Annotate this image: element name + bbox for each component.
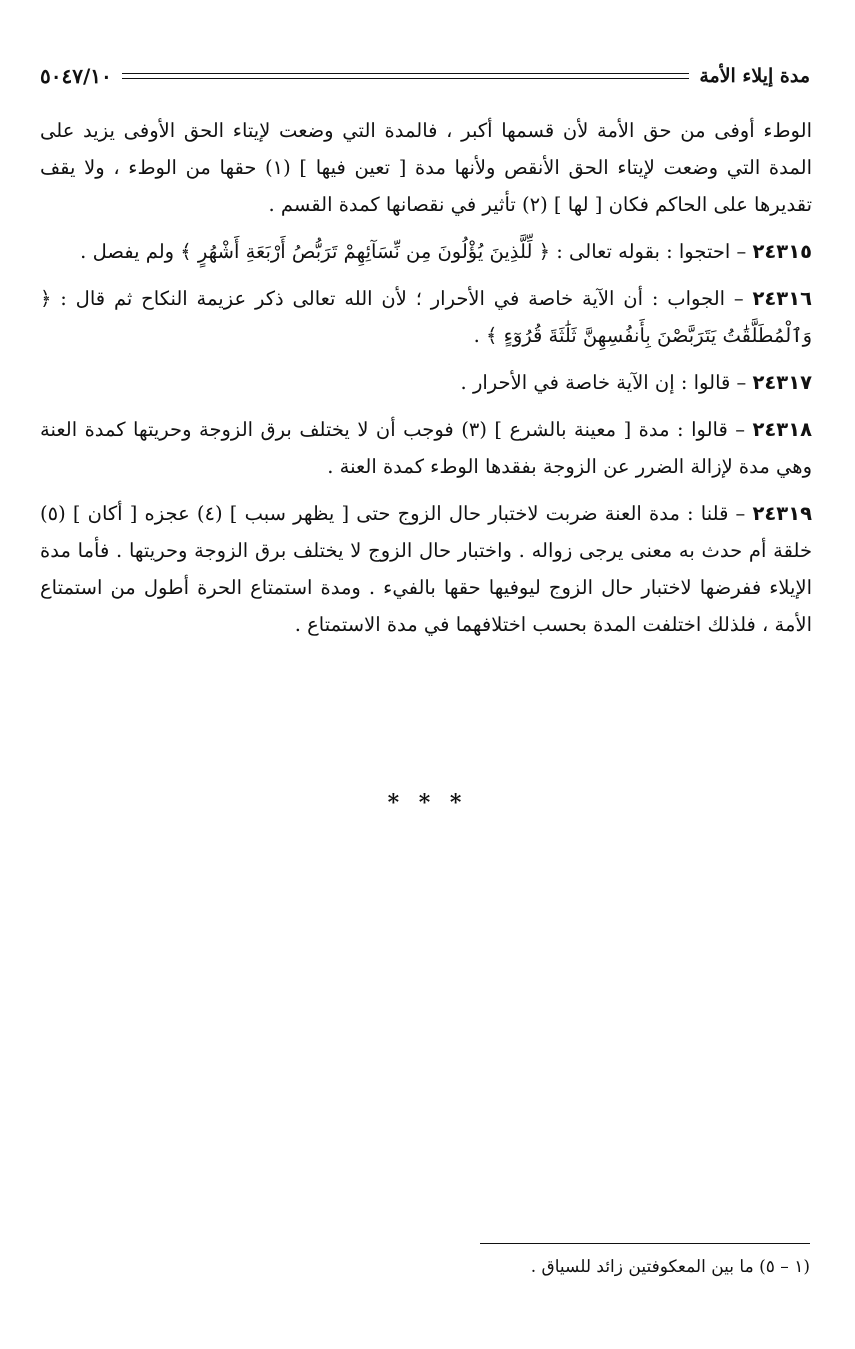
paragraph-24319 xyxy=(40,495,812,643)
paragraph-24315 xyxy=(40,233,812,270)
section-separator: * * * xyxy=(387,790,468,816)
paragraph-text: – احتجوا : بقوله تعالى : ﴿ لِّلَّذِينَ يُؤْلُونَ مِن نِّسَآئِهِمْ تَرَبُّصُ أَرْبَعَةِ أَشْهُرٍ ﴾ ولم يفصل . xyxy=(80,240,753,263)
header-double-rule xyxy=(122,73,690,79)
page-header xyxy=(40,58,810,94)
paragraph-text: – قالوا : مدة [ معينة بالشرع ] (٣) فوجب أن لا يختلف برق الزوجة وحريتها كمدة العنة وهي مدة لإزالة الضرر عن الزوجة بفقدها الوطء كمدة العنة . xyxy=(40,418,812,478)
paragraph-text: الوطء أوفى من حق الأمة لأن قسمها أكبر ، فالمدة التي وضعت لإيتاء الحق الأوفى يزيد على المدة التي وضعت لإيتاء الحق الأنقص ولأنها مدة [ تعين فيها ] (١) حقها من الوطء ، ولا يقف تقديرها على الحاكم فكان [ لها ] (٢) تأثير في نقصانها كمدة القسم . xyxy=(40,119,812,216)
issue-number: ٢٤٣١٦ xyxy=(752,287,812,310)
main-text xyxy=(40,112,812,653)
footnote-rule xyxy=(480,1243,810,1244)
paragraph-24318 xyxy=(40,411,812,485)
footnote: (١ – ٥) ما بين المعكوفتين زائد للسياق . xyxy=(530,1257,810,1277)
paragraph-text: – قلنا : مدة العنة ضربت لاختبار حال الزوج حتى [ يظهر سبب ] (٤) عجزه [ أكان ] (٥) خلقة أم حدث به معنى يرجى زواله . واختبار حال الزوج لا يختلف برق الزوجة وحريتها . فأما مدة الإيلاء ففرضها لاختبار حال الزوج ليوفيها حقها بالفيء . ومدة استمتاع الحرة أطول من استمتاع الأمة ، فلذلك اختلفت المدة بحسب اختلافهما في مدة الاستمتاع . xyxy=(40,502,812,636)
issue-number: ٢٤٣١٩ xyxy=(752,502,812,525)
issue-number: ٢٤٣١٧ xyxy=(752,371,812,394)
paragraph-24316 xyxy=(40,280,812,354)
paragraph-text: – الجواب : أن الآية خاصة في الأحرار ؛ لأن الله تعالى ذكر عزيمة النكاح ثم قال : ﴿ وَٱلْمُطَلَّقَٰتُ يَتَرَبَّصْنَ بِأَنفُسِهِنَّ ثَلَٰثَةَ قُرُوٓءٍ ﴾ . xyxy=(40,287,812,347)
paragraph-text: – قالوا : إن الآية خاصة في الأحرار . xyxy=(460,371,753,394)
page-reference: ٥٠٤٧/١٠ xyxy=(40,64,112,88)
paragraph-24317 xyxy=(40,364,812,401)
issue-number: ٢٤٣١٥ xyxy=(752,240,812,263)
running-title: مدة إيلاء الأمة xyxy=(699,65,810,87)
paragraph-intro xyxy=(40,112,812,223)
issue-number: ٢٤٣١٨ xyxy=(752,418,813,441)
